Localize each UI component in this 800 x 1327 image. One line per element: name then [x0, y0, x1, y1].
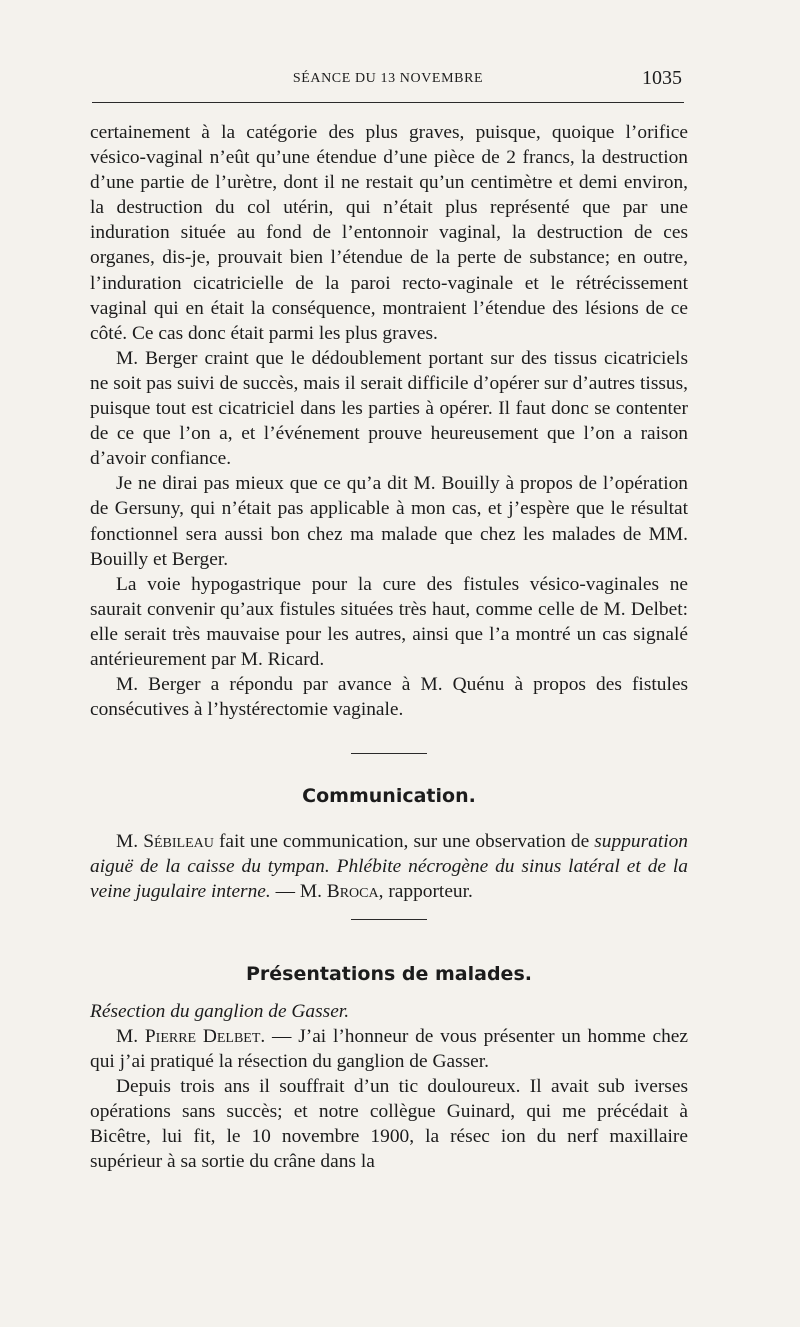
paragraph-continuation: certainement à la catégorie des plus graves, puisque, quoique l’orifice vésico-vaginal n’eût qu’une étendue d’une pièce de 2 francs, la destruction d’une partie de l’urètre, dont il ne restait qu’un centimètre et demi environ, la destruction du col utérin, qui n’était plus représenté que par une induration située au fond de l’entonnoir vaginal, la destruction de ces organes, dis-je, prouvait bien l’étendue de la perte de substance; en outre, l’induration cicatricielle de la paroi recto-vaginale et le rétrécissement vaginal qui en était la conséquence, montraient l’étendue des lésions de ce côté. Ce cas donc était parmi les plus graves.: [90, 122, 688, 344]
communication-title: suppuration aiguë de la caisse du tympan. Phlébite nécrogène du sinus latéral et de la veine jugulaire interne.: [90, 831, 688, 903]
paragraph-bouilly: Je ne dirai pas mieux que ce qu’a dit M. Bouilly à propos de l’opération de Gersuny, qui n’était pas applicable à mon cas, et j’espère que le résultat fonctionnel sera aussi bon chez ma malade que chez les malades de MM. Bouilly et Berger.: [90, 473, 688, 570]
presentation-paragraph-1: [90, 1024, 688, 1074]
page-number: 1035: [642, 67, 682, 89]
communication-heading: Communication.: [302, 785, 476, 808]
presentation-author: Pierre Delbet: [144, 1025, 261, 1047]
presentation-paragraph-2: Depuis trois ans il souffrait d’un tic douloureux. Il avait sub iverses opérations sans succès; et notre collègue Guinard, qui me précédait à Bicêtre, lui fit, le 10 novembre 1900, la résec ion du nerf maxillaire supérieur à sa sortie du crâne dans la: [90, 1075, 688, 1173]
communication-suffix: , rapporteur.: [378, 881, 473, 903]
paragraph-quenu: M. Berger a répondu par avance à M. Quénu à propos des fistules consécutives à l’hystérectomie vaginale.: [90, 674, 688, 721]
section-separator: [351, 753, 427, 754]
communication-paragraph: [90, 829, 688, 904]
section-separator-2: [351, 919, 427, 920]
communication-reporter: Broca: [326, 881, 379, 903]
presentation-prefix: M.: [116, 1025, 139, 1047]
communication-prefix: M.: [116, 831, 139, 853]
presentations-heading: Présentations de malades.: [246, 962, 532, 985]
communication-author: Sébileau: [143, 831, 214, 853]
presentations-subheading: Résection du ganglion de Gasser.: [90, 1000, 350, 1022]
running-head: [90, 67, 686, 91]
paragraph-hypogastric: La voie hypogastrique pour la cure des fistules vésico-vaginales ne saurait convenir qu’aux fistules situées très haut, comme celle de M. Delbet: elle serait très mauvaise pour les autres, ainsi que l’a montré un cas signalé antérieurement par M. Ricard.: [90, 573, 688, 670]
communication-dash: — M.: [270, 881, 327, 903]
communication-intro: fait une communication, sur une observation de: [213, 831, 595, 853]
presentation-paragraph-1-text: . — J’ai l’honneur de vous présenter un homme chez qui j’ai pratiqué la résection du ganglion de Gasser.: [90, 1025, 689, 1072]
body-text: [90, 120, 688, 1174]
paragraph-berger: M. Berger craint que le dédoublement portant sur des tissus cicatriciels ne soit pas suivi de succès, mais il serait difficile d’opérer sur d’autres tissus, puisque tout est cicatriciel dans les parties à opérer. Il faut donc se contenter de ce que l’on a, et l’événement prouve heureusement que l’on a raison d’avoir confiance.: [90, 347, 688, 470]
running-title: SÉANCE DU 13 NOVEMBRE: [292, 71, 484, 86]
header-rule: [92, 102, 684, 103]
